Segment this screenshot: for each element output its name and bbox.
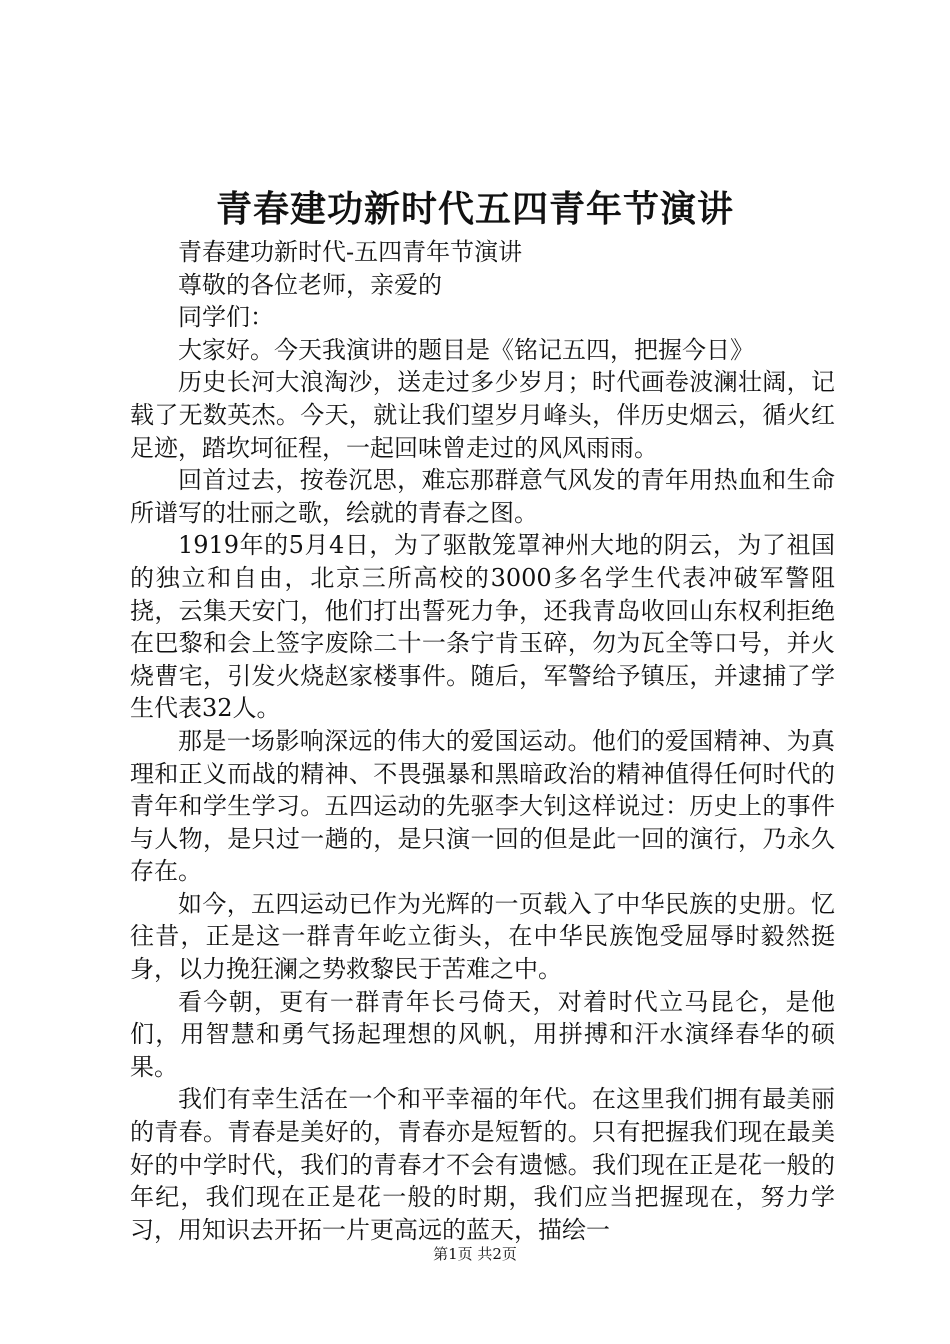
paragraph-patriotic-movement: 那是一场影响深远的伟大的爱国运动。他们的爱国精神、为真理和正义而战的精神、不畏强暴和黑暗政治的精神值得任何时代的青年和学生学习。五四运动的先驱李大钊这样说过：历史上的事件与人物，是只过一趟的，是只演一回的但是此一回的演行，乃永久存在。 xyxy=(130,726,835,886)
paragraph-salutation: 尊敬的各位老师，亲爱的 xyxy=(178,270,442,299)
paragraph-nowadays: 如今，五四运动已作为光辉的一页载入了中华民族的史册。忆往昔，正是这一群青年屹立街头，在中华民族饱受屈辱时毅然挺身，以力挽狂澜之势救黎民于苦难之中。 xyxy=(130,889,835,984)
paragraph-salutation-continued: 同学们： xyxy=(178,303,274,332)
paragraph-subtitle: 青春建功新时代-五四青年节演讲 xyxy=(178,238,523,266)
paragraph-recall: 回首过去，按卷沉思，难忘那群意气风发的青年用热血和生命所谱写的壮丽之歌，绘就的青春之图。 xyxy=(130,466,835,527)
paragraph-may-fourth-1919: 1919年的5月4日，为了驱散笼罩神州大地的阴云，为了祖国的独立和自由，北京三所高校的3000多名学生代表冲破军警阻挠，云集天安门，他们打出誓死力争，还我青岛收回山东权利拒绝在巴黎和会上签字废除二十一条宁肯玉碎，勿为瓦全等口号，并火烧曹宅，引发火烧赵家楼事件。随后，军警给予镇压，并逮捕了学生代表32人。 xyxy=(130,531,835,723)
page-number-footer: 第1页 共2页 xyxy=(433,1245,517,1263)
document-body xyxy=(130,236,835,1246)
paragraph-today: 看今朝，更有一群青年长弓倚天，对着时代立马昆仑，是他们，用智慧和勇气扬起理想的风帆，用拼搏和汗水演绎春华的硕果。 xyxy=(130,987,835,1081)
paragraph-history: 历史长河大浪淘沙，送走过多少岁月；时代画卷波澜壮阔，记载了无数英杰。今天，就让我们望岁月峰头，伴历史烟云，循火红足迹，踏坎坷征程，一起回味曾走过的风风雨雨。 xyxy=(130,368,835,462)
paragraph-our-youth: 我们有幸生活在一个和平幸福的年代。在这里我们拥有最美丽的青春。青春是美好的，青春亦是短暂的。只有把握我们现在最美好的中学时代，我们的青春才不会有遗憾。我们现在正是花一般的年纪，我们现在正是花一般的时期，我们应当把握现在，努力学习，用知识去开拓一片更高远的蓝天，描绘一 xyxy=(130,1085,835,1244)
document-title: 青春建功新时代五四青年节演讲 xyxy=(215,188,734,230)
paragraph-greeting: 大家好。今天我演讲的题目是《铭记五四，把握今日》 xyxy=(178,335,754,364)
